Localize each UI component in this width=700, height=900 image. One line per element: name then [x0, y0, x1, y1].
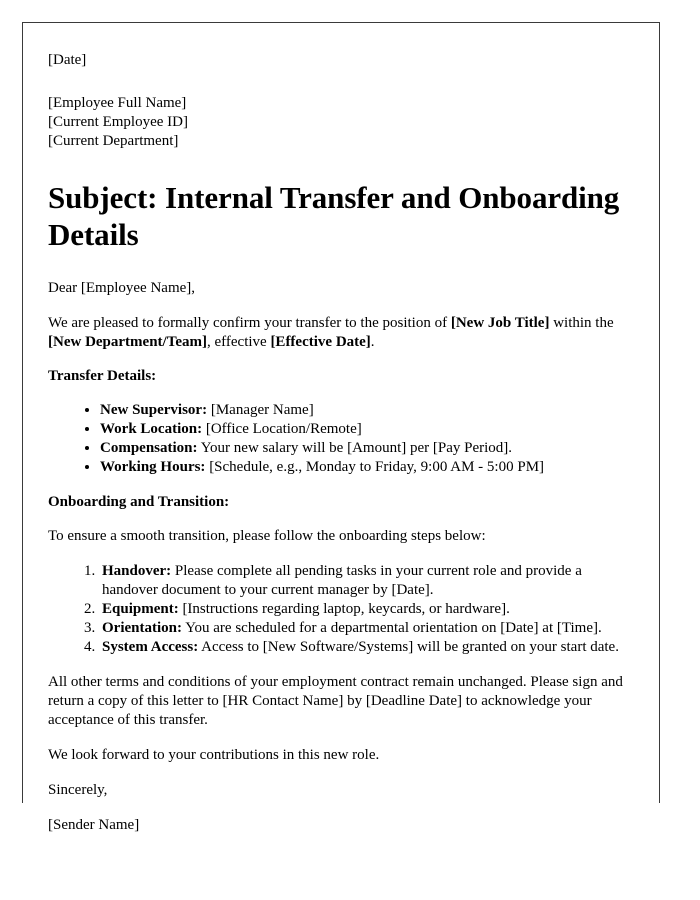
- detail-value: [Schedule, e.g., Monday to Friday, 9:00 AM - 5:00 PM]: [205, 459, 545, 475]
- intro-job-title: [New Job Title]: [450, 315, 550, 331]
- transfer-details-heading: Transfer Details:: [48, 368, 157, 384]
- detail-label: Compensation:: [100, 440, 198, 456]
- transfer-details-list: [48, 401, 623, 477]
- detail-value: [Manager Name]: [207, 402, 314, 418]
- intro-text-4: .: [370, 334, 375, 350]
- recipient-employee-id: [Current Employee ID]: [48, 114, 188, 130]
- intro-text-3: , effective: [207, 334, 271, 350]
- letter-header: [48, 51, 623, 151]
- document-page: [22, 22, 660, 833]
- list-item: [99, 562, 623, 600]
- step-label: Handover:: [102, 563, 172, 579]
- step-value: Please complete all pending tasks in your current role and provide a handover document to your current manager by [Date].: [102, 563, 582, 598]
- intro-text-1: We are pleased to formally confirm your transfer to the position of: [48, 315, 451, 331]
- list-item: [99, 619, 623, 638]
- onboarding-steps-list: [48, 562, 623, 657]
- step-value: Access to [New Software/Systems] will be granted on your start date.: [198, 639, 619, 655]
- salutation: Dear [Employee Name],: [48, 280, 196, 296]
- step-value: You are scheduled for a departmental orientation on [Date] at [Time].: [182, 620, 602, 636]
- onboarding-heading: Onboarding and Transition:: [48, 494, 230, 510]
- detail-label: Work Location:: [100, 421, 203, 437]
- letter-date: [Date]: [48, 52, 87, 68]
- list-item: [99, 600, 623, 619]
- list-item: [100, 420, 623, 439]
- intro-department: [New Department/Team]: [48, 334, 207, 350]
- step-label: System Access:: [102, 639, 199, 655]
- list-item: [100, 439, 623, 458]
- detail-value: Your new salary will be [Amount] per [Pay Period].: [197, 440, 513, 456]
- list-item: [100, 458, 623, 477]
- recipient-department: [Current Department]: [48, 133, 179, 149]
- intro-text-2: within the: [549, 315, 614, 331]
- document-body: [23, 23, 659, 835]
- page-title: Subject: Internal Transfer and Onboarding Details: [48, 180, 620, 252]
- sender-name: [Sender Name]: [48, 817, 140, 833]
- closing-forward-paragraph: We look forward to your contributions in this new role.: [48, 747, 380, 763]
- step-label: Equipment:: [102, 601, 179, 617]
- detail-label: New Supervisor:: [100, 402, 208, 418]
- intro-paragraph: [48, 314, 623, 352]
- onboarding-lead: To ensure a smooth transition, please follow the onboarding steps below:: [48, 528, 486, 544]
- detail-value: [Office Location/Remote]: [202, 421, 362, 437]
- step-value: [Instructions regarding laptop, keycards, or hardware].: [178, 601, 510, 617]
- signoff: Sincerely,: [48, 782, 108, 798]
- list-item: [99, 638, 623, 657]
- list-item: [100, 401, 623, 420]
- intro-effective-date: [Effective Date]: [270, 334, 371, 350]
- detail-label: Working Hours:: [100, 459, 206, 475]
- step-label: Orientation:: [102, 620, 182, 636]
- closing-terms-paragraph: All other terms and conditions of your employment contract remain unchanged. Please sign and return a copy of this letter to [HR Contact Name] by [Deadline Date] to acknowledge your acceptance of this transfer.: [48, 674, 623, 728]
- recipient-name: [Employee Full Name]: [48, 95, 187, 111]
